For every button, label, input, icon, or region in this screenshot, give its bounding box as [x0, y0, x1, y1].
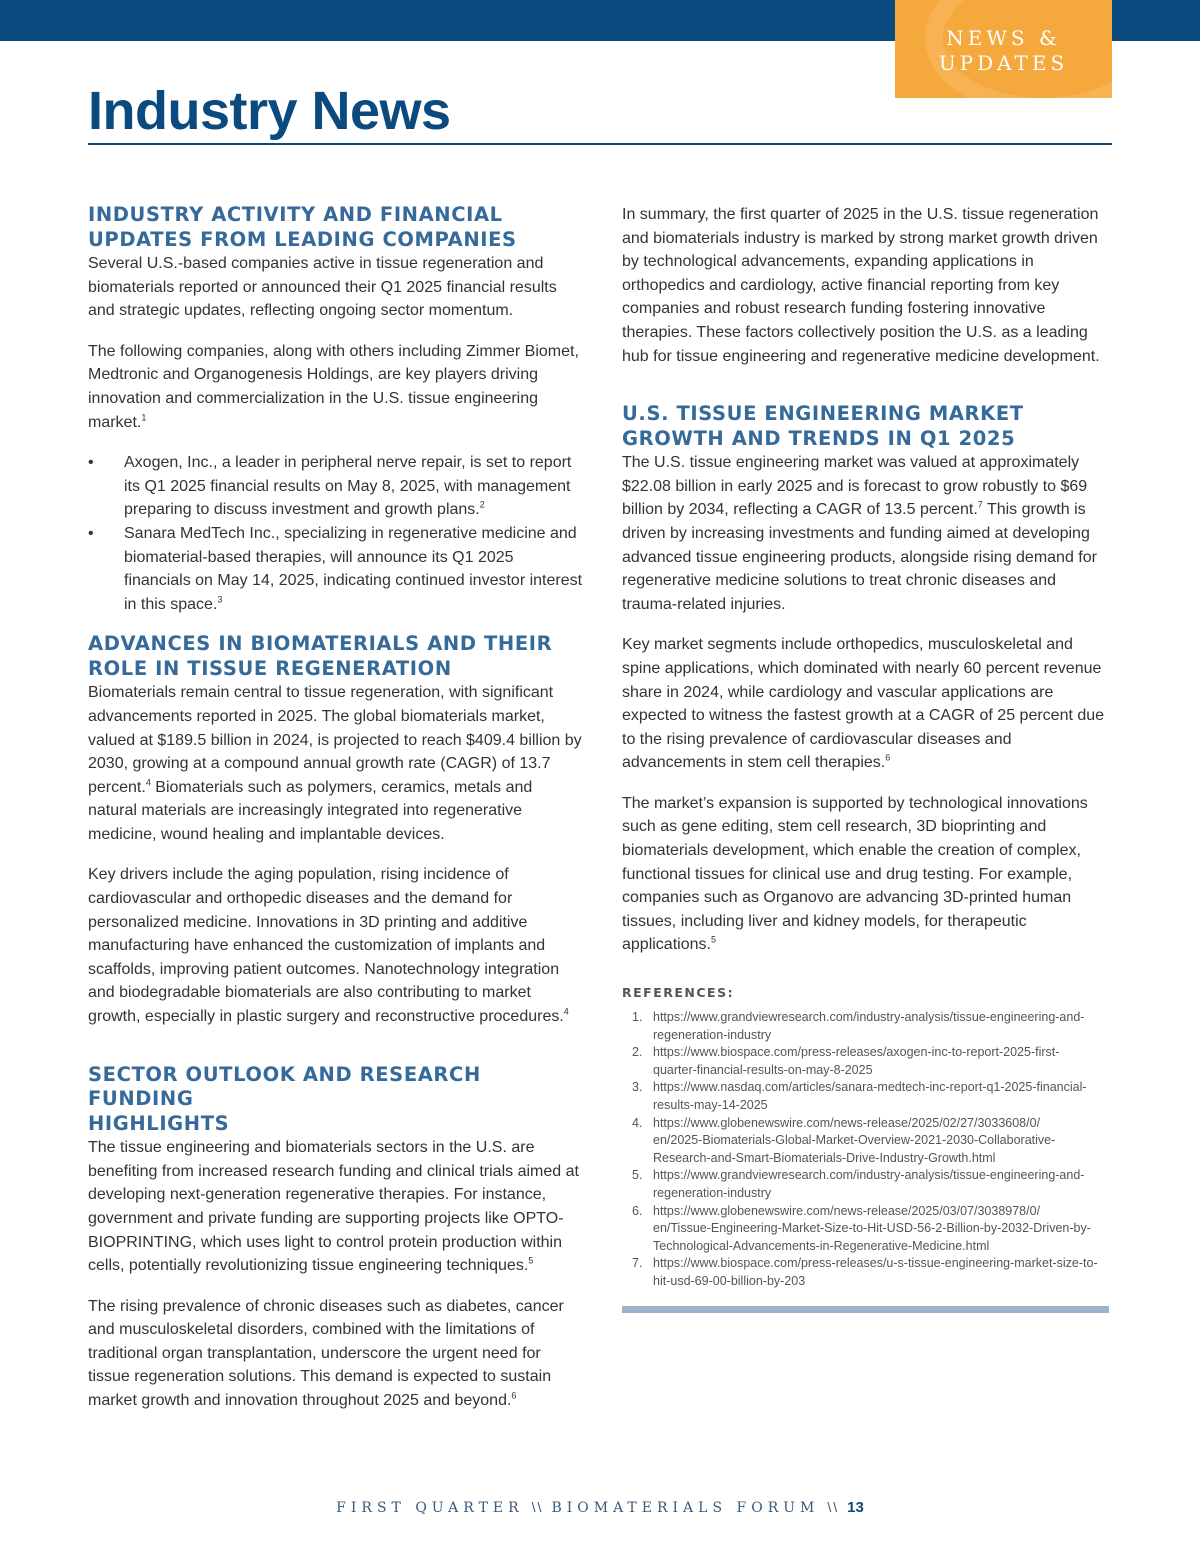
reference-url-line[interactable]: https://www.biospace.com/press-releases/axogen-inc-to-report-2025-first-	[653, 1045, 1060, 1060]
reference-item[interactable]	[622, 1255, 1114, 1290]
references-bottom-bar	[622, 1306, 1109, 1313]
footnote-ref: 1	[141, 412, 147, 423]
reference-url-line[interactable]: en/Tissue-Engineering-Market-Size-to-Hit-USD-56-2-Billion-by-2032-Driven-by-	[653, 1221, 1091, 1236]
reference-url-line[interactable]: https://www.globenewswire.com/news-release/2025/02/27/3033608/0/	[653, 1115, 1041, 1130]
paragraph	[88, 681, 583, 846]
reference-url-line[interactable]: Technological-Advancements-in-Regenerative-Medicine.html	[653, 1238, 990, 1253]
paragraph-text: Key market segments include orthopedics, musculoskeletal and spine applications, which dominated with nearly 60 percent revenue share in 2024, while cardiology and vascular applications are expected to witness the fastest growth at a CAGR of 25 percent due to the rising prevalence of cardiovascular diseases and advancements in stem cell therapies.	[622, 636, 1105, 772]
news-updates-badge	[895, 0, 1112, 98]
references-heading: REFERENCES:	[622, 985, 735, 1001]
reference-number: 4.	[632, 1115, 643, 1130]
reference-url-line[interactable]: regeneration-industry	[653, 1027, 772, 1042]
bullet-icon: •	[88, 524, 94, 542]
reference-url-line[interactable]: https://www.grandviewresearch.com/industry-analysis/tissue-engineering-and-	[653, 1010, 1085, 1025]
company-bullet-list	[88, 451, 583, 616]
reference-url-line[interactable]: results-may-14-2025	[653, 1098, 768, 1112]
paragraph-text: This growth is driven by increasing investments and funding aimed at developing advanced tissue engineering products, alongside rising demand for regenerative medicine solutions to treat chronic diseases and trauma-related injuries.	[622, 501, 1097, 613]
footer-separator: \\	[531, 1499, 544, 1515]
title-rule	[88, 143, 1112, 145]
reference-item[interactable]	[622, 1203, 1114, 1256]
reference-url-line[interactable]: Research-and-Smart-Biomaterials-Drive-Industry-Growth.html	[653, 1150, 996, 1165]
reference-url-line[interactable]: hit-usd-69-00-billion-by-203	[653, 1273, 806, 1288]
page-number: 13	[847, 1499, 864, 1516]
heading-line: U.S. TISSUE ENGINEERING MARKET	[622, 402, 1024, 426]
list-item	[88, 522, 583, 616]
page-footer	[0, 1499, 1200, 1516]
heading-line: HIGHLIGHTS	[88, 1111, 230, 1135]
reference-url-line[interactable]: https://www.nasdaq.com/articles/sanara-medtech-inc-report-q1-2025-financial-	[653, 1080, 1087, 1095]
reference-item[interactable]	[622, 1115, 1114, 1168]
paragraph-text: The U.S. tissue engineering market was valued at approximately $22.08 billion in early 2025 and is forecast to grow robustly to $69 billion by 2034, reflecting a CAGR of 13.5 percent.	[622, 454, 1088, 519]
paragraph: Several U.S.-based companies active in tissue regeneration and biomaterials reported or announced their Q1 2025 financial results and strategic updates, reflecting ongoing sector momentum.	[88, 255, 557, 320]
reference-number: 1.	[632, 1010, 643, 1025]
footer-separator: \\	[827, 1499, 840, 1515]
footnote-ref: 2	[479, 500, 485, 511]
section-heading-industry-activity	[88, 203, 583, 252]
footnote-ref: 5	[710, 935, 716, 946]
reference-number: 5.	[632, 1168, 643, 1183]
section-heading-market-growth	[622, 402, 1114, 451]
reference-url-line[interactable]: quarter-financial-results-on-may-8-2025	[653, 1062, 873, 1077]
paragraph	[622, 451, 1114, 616]
paragraph	[88, 1295, 583, 1413]
footnote-ref: 6	[885, 752, 891, 763]
paragraph-text: Biomaterials such as polymers, ceramics, metals and natural materials are increasingly integrated into regenerative medicine, wound healing and implantable devices.	[88, 778, 533, 843]
footnote-ref: 6	[511, 1390, 517, 1401]
reference-item[interactable]	[622, 1009, 1114, 1044]
list-item-text: Sanara MedTech Inc., specializing in regenerative medicine and biomaterial-based therapies, will announce its Q1 2025 financials on May 14, 2025, indicating continued investor interest in this space.	[124, 524, 583, 613]
bullet-icon: •	[88, 454, 94, 472]
heading-line: UPDATES FROM LEADING COMPANIES	[88, 227, 517, 251]
footnote-ref: 7	[977, 500, 983, 511]
badge-line2: UPDATES	[938, 51, 1069, 75]
paragraph	[622, 792, 1114, 957]
reference-item[interactable]	[622, 1167, 1114, 1202]
heading-line: ROLE IN TISSUE REGENERATION	[88, 656, 452, 680]
paragraph-text: Biomaterials remain central to tissue regeneration, with significant advancements reported in 2025. The global biomaterials market, valued at $189.5 billion in 2024, is projected to reach $409.4 billion by 2030, growing at a compound annual growth rate (CAGR) of 13.7 percent.	[88, 684, 582, 796]
paragraph	[88, 863, 583, 1028]
reference-url-line[interactable]: https://www.biospace.com/press-releases/u-s-tissue-engineering-market-size-to-	[653, 1256, 1098, 1271]
reference-url-line[interactable]: https://www.globenewswire.com/news-release/2025/03/07/3038978/0/	[653, 1203, 1041, 1218]
summary-paragraph: In summary, the first quarter of 2025 in the U.S. tissue regeneration and biomaterials industry is marked by strong market growth driven by technological advancements, expanding applications in orthopedics and cardiology, active financial reporting from key companies and robust research funding fostering innovative therapies. These factors collectively position the U.S. as a leading hub for tissue engineering and regenerative medicine development.	[622, 206, 1100, 365]
footnote-ref: 4	[563, 1006, 569, 1017]
section-heading-advances-biomaterials	[88, 632, 583, 681]
paragraph-text: The market’s expansion is supported by technological innovations such as gene editing, stem cell research, 3D bioprinting and biomaterials development, which enable the creation of complex, functional tissues for clinical use and drug testing. For example, companies such as Organovo are advancing 3D-printed human tissues, including liver and kidney models, for therapeutic applications.	[622, 794, 1088, 954]
paragraph-text: The tissue engineering and biomaterials sectors in the U.S. are benefiting from increased research funding and clinical trials aimed at developing next-generation regenerative therapies. For instance, government and private funding are supporting projects like OPTO-BIOPRINTING, which uses light to control protein production within cells, potentially revolutionizing tissue engineering techniques.	[88, 1139, 579, 1275]
reference-url-line[interactable]: regeneration-industry	[653, 1185, 772, 1200]
reference-number: 3.	[632, 1080, 643, 1095]
reference-url-line[interactable]: en/2025-Biomaterials-Global-Market-Overview-2021-2030-Collaborative-	[653, 1133, 1056, 1148]
footer-issue: FIRST QUARTER	[336, 1500, 524, 1516]
heading-line: ADVANCES IN BIOMATERIALS AND THEIR	[88, 632, 553, 656]
paragraph	[88, 340, 583, 434]
list-item-text: Axogen, Inc., a leader in peripheral nerve repair, is set to report its Q1 2025 financial results on May 8, 2025, with management preparing to discuss investment and growth plans.	[124, 454, 572, 519]
page-title: Industry News	[88, 81, 451, 141]
paragraph	[88, 1136, 583, 1278]
reference-item[interactable]	[622, 1079, 1114, 1114]
left-column	[88, 203, 583, 1413]
reference-number: 6.	[632, 1203, 643, 1218]
footnote-ref: 4	[145, 777, 151, 788]
paragraph-text: Key drivers include the aging population, rising incidence of cardiovascular and orthopedic diseases and the demand for personalized medicine. Innovations in 3D printing and additive manufacturing have enhanced the customization of implants and scaffolds, improving patient outcomes. Nanotechnology integration and biodegradable biomaterials are also contributing to market growth, especially in plastic surgery and reconstructive procedures.	[88, 866, 564, 1026]
heading-line: SECTOR OUTLOOK AND RESEARCH FUNDING	[88, 1062, 481, 1111]
right-column	[622, 203, 1114, 1313]
list-item	[88, 451, 583, 522]
paragraph-text: The rising prevalence of chronic diseases such as diabetes, cancer and musculoskeletal disorders, combined with the limitations of traditional organ transplantation, underscore the urgent need for tissue regeneration solutions. This demand is expected to sustain market growth and innovation throughout 2025 and beyond.	[88, 1297, 564, 1410]
reference-number: 7.	[632, 1256, 643, 1271]
section-heading-sector-outlook	[88, 1063, 583, 1137]
footnote-ref: 3	[217, 594, 223, 605]
reference-url-line[interactable]: https://www.grandviewresearch.com/industry-analysis/tissue-engineering-and-	[653, 1168, 1085, 1183]
reference-item[interactable]	[622, 1044, 1114, 1079]
heading-line: GROWTH AND TRENDS IN Q1 2025	[622, 426, 1016, 450]
heading-line: INDUSTRY ACTIVITY AND FINANCIAL	[88, 203, 503, 226]
reference-number: 2.	[632, 1045, 643, 1060]
badge-line1: NEWS &	[946, 26, 1061, 50]
footnote-ref: 5	[528, 1255, 534, 1266]
references-list	[622, 1009, 1114, 1291]
paragraph-text: The following companies, along with others including Zimmer Biomet, Medtronic and Organogenesis Holdings, are key players driving innovation and commercialization in the U.S. tissue engineering market.	[88, 342, 579, 431]
paragraph	[622, 633, 1114, 775]
footer-publication: BIOMATERIALS FORUM	[551, 1500, 820, 1516]
